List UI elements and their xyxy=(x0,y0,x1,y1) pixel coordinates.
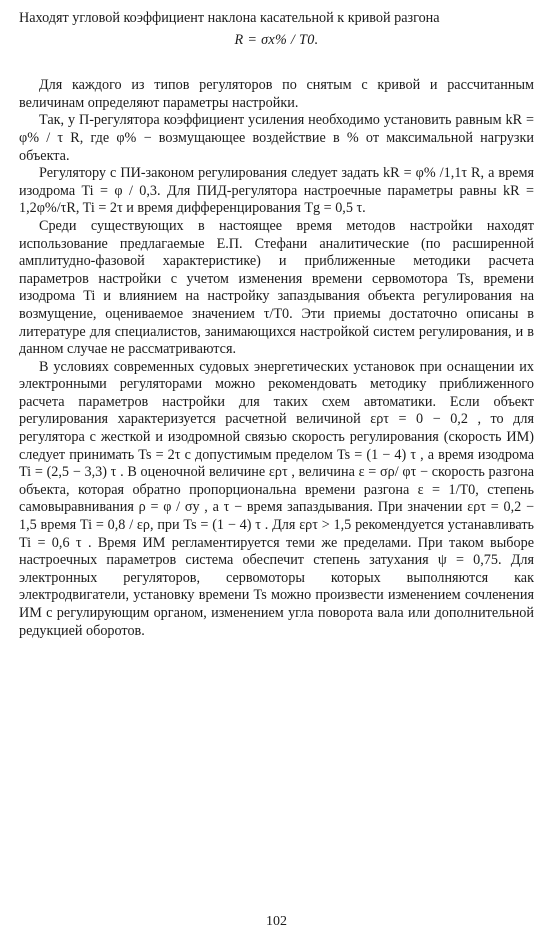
paragraph-pi-regulator: Регулятору с ПИ-законом регулирования следует задать kR = φ% /1,1τ R, а время изодрома Ti = φ / 0,3. Для ПИД-регулятора настроечные параметры равны kR = 1,2φ%/τR, Ti = 2τ и время дифференцирования Tg = 0,5 τ. xyxy=(19,165,534,217)
paragraph-methods: Среди существующих в настоящее время методов настройки находят использование предлагаемые Е.П. Стефани аналитические (по расширенной амплитудно-фазовой характеристике) и приближенные методики расчета параметров настройки с учетом изменения времени сервомотора Ts, времени изодрома Ti и влиянием на настройку запаздывания объекта регулирования на возмущение, оцениваемое значением τ/T0. Эти приемы достаточно описаны в литературе для специалистов, занимающихся настройкой систем регулирования, и в данном случае не рассматриваются. xyxy=(19,217,534,358)
page-number: 102 xyxy=(266,914,287,929)
intro-paragraph: Находят угловой коэффициент наклона касательной к кривой разгона xyxy=(19,10,440,26)
formula-r: R = σx% / T0. xyxy=(234,31,319,48)
paragraph-parameters: Для каждого из типов регуляторов по снятым с кривой и рассчитанным величинам определяют параметры настройки. xyxy=(19,77,534,111)
paragraph-modern-installations: В условиях современных судовых энергетических установок при оснащении их электронными регуляторами можно рекомендовать методику приближенного расчета параметров настройки для таких схем автоматики. Если объект регулирования характеризуется расчетной величиной ερτ = 0 − 0,2 , то для регулятора с жесткой и изодромной связью скорость регулирования (скорость ИМ) следует принимать Ts = 2τ с допустимым пределом Ts = (1 − 4) τ , а время изодрома Ti = (2,5 − 3,3) τ . В оценочной величине ερτ , величина ε = σρ/ φτ − скорость разгона объекта, которая обратно пропорциональна времени разгона ε = 1/T0, степень самовыравнивания ρ = φ / σy , а τ − время запаздывания. При значении ερτ = 0,2 − 1,5 время Ti = 0,8 / ερ, при Ts = (1 − 4) τ . Для ερτ > 1,5 рекомендуется устанавливать Ti = 0,6 τ . Время ИМ регламентируется теми же пределами. При таком выборе настроечных параметров система обеспечит степень затухания ψ = 0,75. Для электронных регуляторов, сервомоторы которых выполняются как электродвигатели, установку времени Ts можно произвести изменением сочленения ИМ с регулирующим органом, изменением угла поворота вала или дополнительной редукцией оборотов. xyxy=(19,358,534,639)
paragraph-p-regulator: Так, у П-регулятора коэффициент усиления необходимо установить равным kR = φ% / τ R, где φ% − возмущающее воздействие в % от максимальной нагрузки объекта. xyxy=(19,112,534,164)
